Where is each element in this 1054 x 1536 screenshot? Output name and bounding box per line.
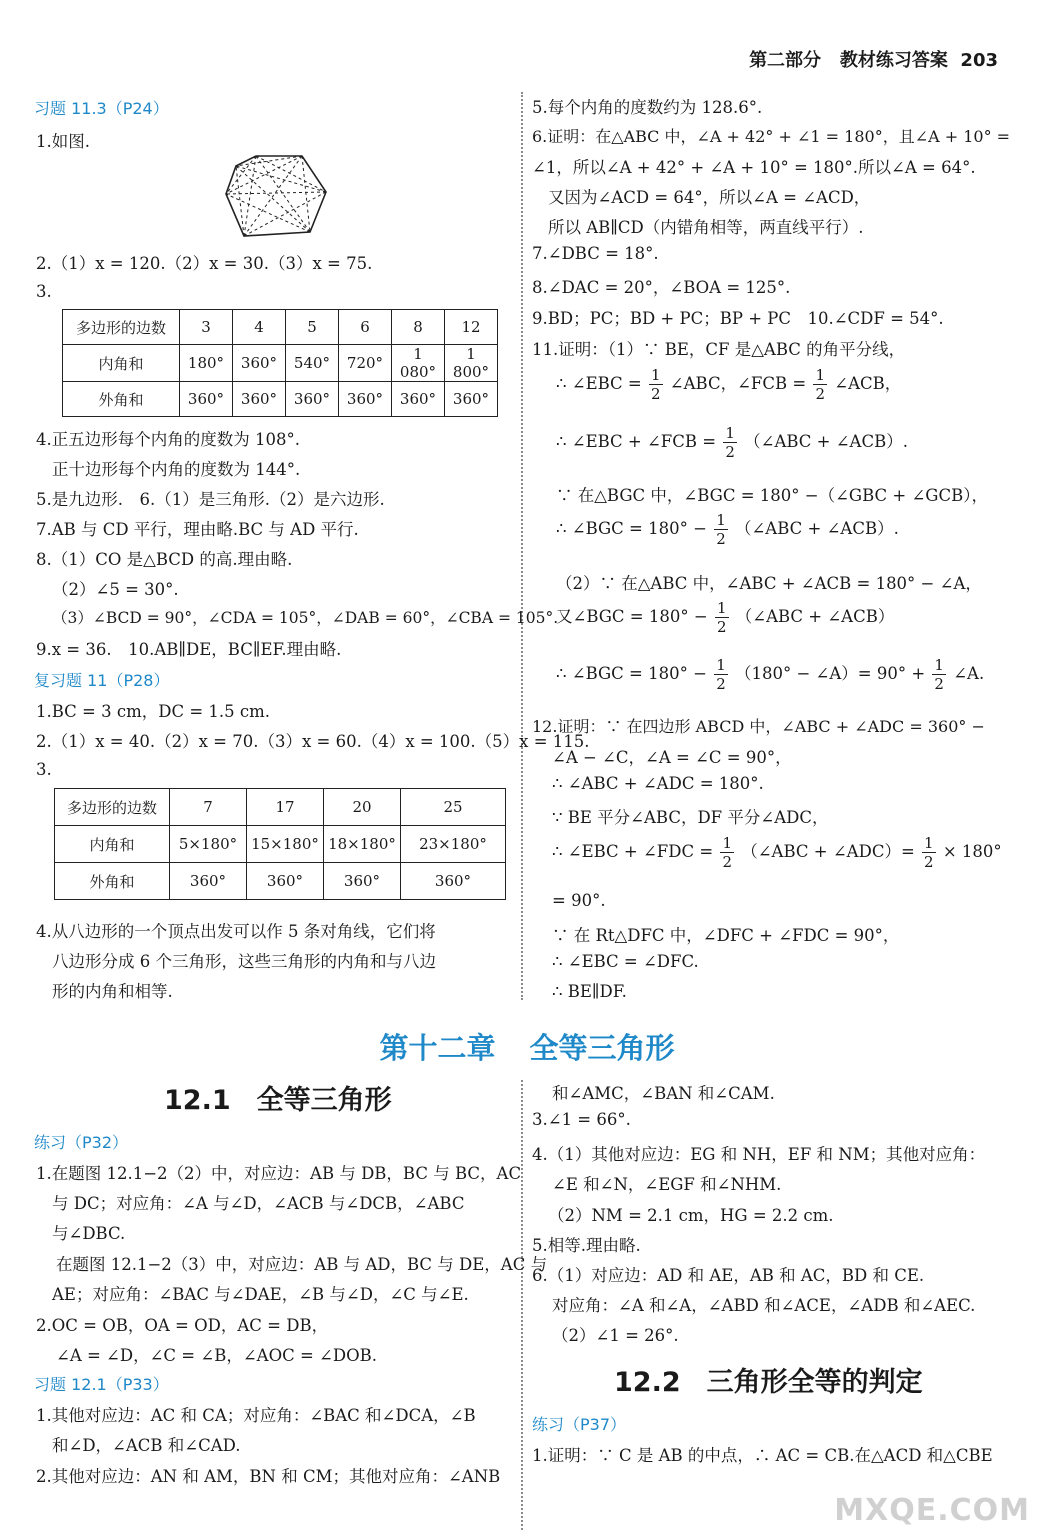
text-part: ∴ ∠EBC = [556, 374, 642, 393]
answer-line: = 90°. [552, 891, 606, 910]
table-cell: 360° [170, 863, 247, 900]
section-heading: 练习（P32） [34, 1133, 129, 1152]
answer-line: 和∠D，∠ACB 和∠CAD. [52, 1436, 241, 1455]
answer-line: ∵ 在△BGC 中，∠BGC = 180° −（∠GBC + ∠GCB）， [556, 486, 988, 505]
section-name: 全等三角形 [256, 1085, 392, 1116]
table-cell: 20 [324, 789, 401, 826]
text-part: （∠ABC + ∠ADC）= [741, 842, 915, 861]
text-part: （180° − ∠A）= 90° + [734, 664, 926, 683]
table-cell: 6 [339, 310, 392, 345]
text-part: ∴ ∠EBC + ∠FDC = [552, 842, 714, 861]
table-row [55, 863, 506, 900]
answer-line: 1.其他对应边：AC 和 CA；对应角：∠BAC 和∠DCA，∠B [36, 1406, 476, 1425]
answer-line: （2）∵ 在△ABC 中，∠ABC + ∠ACB = 180° − ∠A， [556, 574, 982, 593]
table-cell: 8 [392, 310, 445, 345]
table-cell: 外角和 [63, 382, 180, 417]
answer-line: 又因为∠ACD = 64°，所以∠A = ∠ACD， [548, 188, 871, 207]
polygon-angle-table-1 [62, 309, 498, 417]
table-cell: 360° [339, 382, 392, 417]
answer-line: 11.证明：（1）∵ BE，CF 是△ABC 的角平分线， [532, 340, 906, 359]
table-cell: 360° [324, 863, 401, 900]
text-part: ∴ ∠BGC = 180° − [556, 519, 707, 538]
answer-line: （3）∠BCD = 90°，∠CDA = 105°，∠DAB = 60°，∠CBA = 105°. [52, 609, 559, 627]
table-cell: 360° [180, 382, 233, 417]
table-cell: 23×180° [401, 826, 506, 863]
table-cell: 25 [401, 789, 506, 826]
table-cell: 12 [445, 310, 498, 345]
table-cell: 360° [233, 382, 286, 417]
answer-line: 1.BC = 3 cm，DC = 1.5 cm. [36, 702, 271, 721]
text-part: ∴ ∠EBC + ∠FCB = [556, 432, 717, 451]
page-number: 203 [960, 50, 998, 71]
answer-line: 3. [36, 282, 52, 301]
table-cell: 内角和 [63, 345, 180, 382]
answer-line: ∴ ∠ABC + ∠ADC = 180°. [552, 774, 764, 793]
fraction-line [556, 424, 908, 461]
answer-line: 5.相等.理由略. [532, 1236, 641, 1255]
fraction [649, 366, 663, 403]
answer-line: 八边形分成 6 个三角形，这些三角形的内角和与八边 [52, 952, 436, 971]
text-part: （∠ABC + ∠ACB）. [734, 519, 899, 538]
fraction [714, 511, 728, 548]
answer-line: 5.是九边形. 6.（1）是三角形.（2）是六边形. [36, 490, 385, 509]
table-cell: 360° [392, 382, 445, 417]
section-heading: 习题 12.1（P33） [34, 1375, 169, 1394]
denominator: 2 [716, 618, 727, 636]
section-heading: 复习题 11（P28） [34, 671, 170, 690]
answer-line: 7.∠DBC = 18°. [532, 244, 659, 263]
answer-line: ∠E 和∠N，∠EGF 和∠NHM. [552, 1175, 782, 1194]
table-cell: 360° [445, 382, 498, 417]
header-part: 第二部分 [749, 50, 822, 71]
numerator: 1 [651, 366, 661, 384]
answer-line: ∵ BE 平分∠ABC，DF 平分∠ADC， [552, 808, 829, 827]
table-cell: 540° [286, 345, 339, 382]
answer-line: 1.在题图 12.1−2（2）中，对应边：AB 与 DB，BC 与 BC，AC [36, 1164, 522, 1183]
answer-line: 所以 AB∥CD（内错角相等，两直线平行）. [548, 218, 864, 237]
numerator: 1 [725, 424, 735, 442]
watermark: MXQE.COM [834, 1493, 1030, 1528]
table-cell: 3 [180, 310, 233, 345]
table-row [55, 789, 506, 826]
numerator: 1 [716, 511, 726, 529]
answer-line: 3.∠1 = 66°. [532, 1110, 631, 1129]
answer-line: ∠A = ∠D，∠C = ∠B，∠AOC = ∠DOB. [56, 1346, 377, 1365]
answer-line: 和∠AMC，∠BAN 和∠CAM. [552, 1084, 775, 1103]
denominator: 2 [716, 675, 726, 693]
page-header [749, 46, 998, 72]
table-row [63, 345, 498, 382]
answer-line: （2）∠5 = 30°. [52, 580, 179, 599]
numerator: 1 [924, 834, 934, 852]
text-part: ∠ABC，∠FCB = [669, 374, 807, 393]
table-cell: 内角和 [55, 826, 170, 863]
text-part: ∴ ∠BGC = 180° − [556, 664, 707, 683]
section-number: 12.1 [164, 1085, 231, 1116]
chapter-number: 第十二章 [379, 1031, 496, 1065]
answer-line: 正十边形每个内角的度数为 144°. [52, 460, 301, 479]
text-part: （∠ABC + ∠ACB） [735, 607, 895, 626]
answer-line: 在题图 12.1−2（3）中，对应边：AB 与 AD，BC 与 DE，AC 与 [56, 1255, 548, 1274]
answer-line: 12.证明：∵ 在四边形 ABCD 中，∠ABC + ∠ADC = 360° − [532, 717, 985, 736]
answer-line: 2.（1）x = 40.（2）x = 70.（3）x = 60.（4）x = 100.（5）x = 115. [36, 732, 590, 751]
answer-line: 5.每个内角的度数约为 128.6°. [532, 98, 763, 117]
table-cell: 180° [180, 345, 233, 382]
column-divider-bottom [521, 1080, 523, 1530]
answer-line: ∴ ∠EBC = ∠DFC. [552, 952, 699, 971]
table-row [55, 826, 506, 863]
heptagon-diagonals-figure [222, 152, 330, 240]
answer-line: ∵ 在 Rt△DFC 中，∠DFC + ∠FDC = 90°， [552, 926, 900, 945]
text-part: ∠A. [953, 664, 985, 683]
answer-line: 2.其他对应边：AN 和 AM，BN 和 CM；其他对应角：∠ANB [36, 1467, 501, 1486]
table-cell: 360° [401, 863, 506, 900]
table-cell: 5 [286, 310, 339, 345]
answer-line: ∠1，所以∠A + 42° + ∠A + 10° = 180°.所以∠A = 64°. [532, 158, 976, 177]
answer-line: 形的内角和相等. [52, 982, 173, 1001]
table-cell: 1 080° [392, 345, 445, 382]
section-heading: 练习（P37） [532, 1415, 627, 1434]
answer-line: ∴ BE∥DF. [552, 982, 627, 1001]
polygon-angle-table-2 [54, 788, 506, 900]
numerator: 1 [716, 599, 727, 617]
table-cell: 1 800° [445, 345, 498, 382]
answer-line: 2.OC = OB，OA = OD，AC = DB， [36, 1316, 329, 1335]
answer-line: 4.正五边形每个内角的度数为 108°. [36, 430, 300, 449]
answer-line: 4.（1）其他对应边：EG 和 NH，EF 和 NM；其他对应角： [532, 1145, 986, 1164]
table-cell: 15×180° [247, 826, 324, 863]
answer-line: 1.证明：∵ C 是 AB 的中点，∴ AC = CB.在△ACD 和△CBE [532, 1446, 993, 1465]
table-cell: 17 [247, 789, 324, 826]
denominator: 2 [722, 853, 732, 871]
table-cell: 7 [170, 789, 247, 826]
fraction-line [556, 366, 901, 403]
numerator: 1 [815, 366, 825, 384]
table-cell: 360° [286, 382, 339, 417]
answer-line: 与 DC；对应角：∠A 与∠D，∠ACB 与∠DCB，∠ABC [52, 1194, 465, 1213]
fraction [813, 366, 827, 403]
table-cell: 多边形的边数 [55, 789, 170, 826]
denominator: 2 [815, 385, 825, 403]
section-heading: 习题 11.3（P24） [34, 99, 169, 118]
denominator: 2 [924, 853, 934, 871]
answer-line: 与∠DBC. [52, 1224, 126, 1243]
answer-line: 6.（1）对应边：AD 和 AE，AB 和 AC，BD 和 CE. [532, 1266, 925, 1285]
fraction-line [552, 834, 1002, 871]
chapter-title [0, 1026, 1054, 1067]
table-row [63, 382, 498, 417]
answer-line: 对应角：∠A 和∠A，∠ABD 和∠ACE，∠ADB 和∠AEC. [552, 1296, 976, 1315]
fraction [720, 834, 734, 871]
table-row [63, 310, 498, 345]
answer-line: 9.x = 36. 10.AB∥DE，BC∥EF.理由略. [36, 640, 342, 659]
table-cell: 720° [339, 345, 392, 382]
table-cell: 360° [233, 345, 286, 382]
fraction [922, 834, 936, 871]
table-cell: 5×180° [170, 826, 247, 863]
denominator: 2 [725, 443, 735, 461]
text-part: 又∠BGC = 180° − [556, 607, 708, 626]
text-part: （∠ABC + ∠ACB）. [744, 432, 908, 451]
section-number: 12.2 [614, 1367, 681, 1398]
chapter-name: 全等三角形 [529, 1031, 675, 1065]
text-part: ∠ACB， [834, 374, 902, 393]
fraction [715, 599, 729, 636]
answer-line: 8.∠DAC = 20°，∠BOA = 125°. [532, 278, 791, 297]
fraction-line [556, 511, 899, 548]
table-cell: 4 [233, 310, 286, 345]
table-cell: 多边形的边数 [63, 310, 180, 345]
numerator: 1 [716, 656, 726, 674]
answer-line: ∠A − ∠C，∠A = ∠C = 90°， [552, 748, 792, 767]
column-divider-top [521, 92, 523, 1000]
answer-line: 1.如图. [36, 132, 90, 151]
fraction-line [556, 599, 894, 636]
table-cell: 18×180° [324, 826, 401, 863]
fraction-line [556, 656, 984, 693]
answer-line: 9.BD；PC；BD + PC；BP + PC 10.∠CDF = 54°. [532, 309, 944, 328]
numerator: 1 [934, 656, 944, 674]
answer-line: 4.从八边形的一个顶点出发可以作 5 条对角线，它们将 [36, 922, 436, 941]
answer-line: 6.证明：在△ABC 中，∠A + 42° + ∠1 = 180°，且∠A + 10° = [532, 127, 1011, 146]
denominator: 2 [651, 385, 661, 403]
section-title-12-1 [164, 1078, 392, 1117]
fraction [714, 656, 728, 693]
answer-line: AE；对应角：∠BAC 与∠DAE，∠B 与∠D，∠C 与∠E. [52, 1285, 469, 1304]
fraction [723, 424, 737, 461]
table-cell: 外角和 [55, 863, 170, 900]
numerator: 1 [722, 834, 732, 852]
table-cell: 360° [247, 863, 324, 900]
text-part: × 180° [942, 842, 1002, 861]
section-name: 三角形全等的判定 [706, 1367, 923, 1398]
section-title-12-2 [614, 1360, 923, 1399]
answer-line: 8.（1）CO 是△BCD 的高.理由略. [36, 550, 293, 569]
answer-line: （2）NM = 2.1 cm，HG = 2.2 cm. [548, 1206, 834, 1225]
denominator: 2 [934, 675, 944, 693]
fraction [932, 656, 946, 693]
header-section: 教材练习答案 [839, 50, 948, 71]
denominator: 2 [716, 530, 726, 548]
answer-line: （2）∠1 = 26°. [552, 1326, 679, 1345]
answer-line: 2.（1）x = 120.（2）x = 30.（3）x = 75. [36, 254, 373, 273]
answer-line: 3. [36, 760, 52, 779]
answer-line: 7.AB 与 CD 平行，理由略.BC 与 AD 平行. [36, 520, 359, 539]
